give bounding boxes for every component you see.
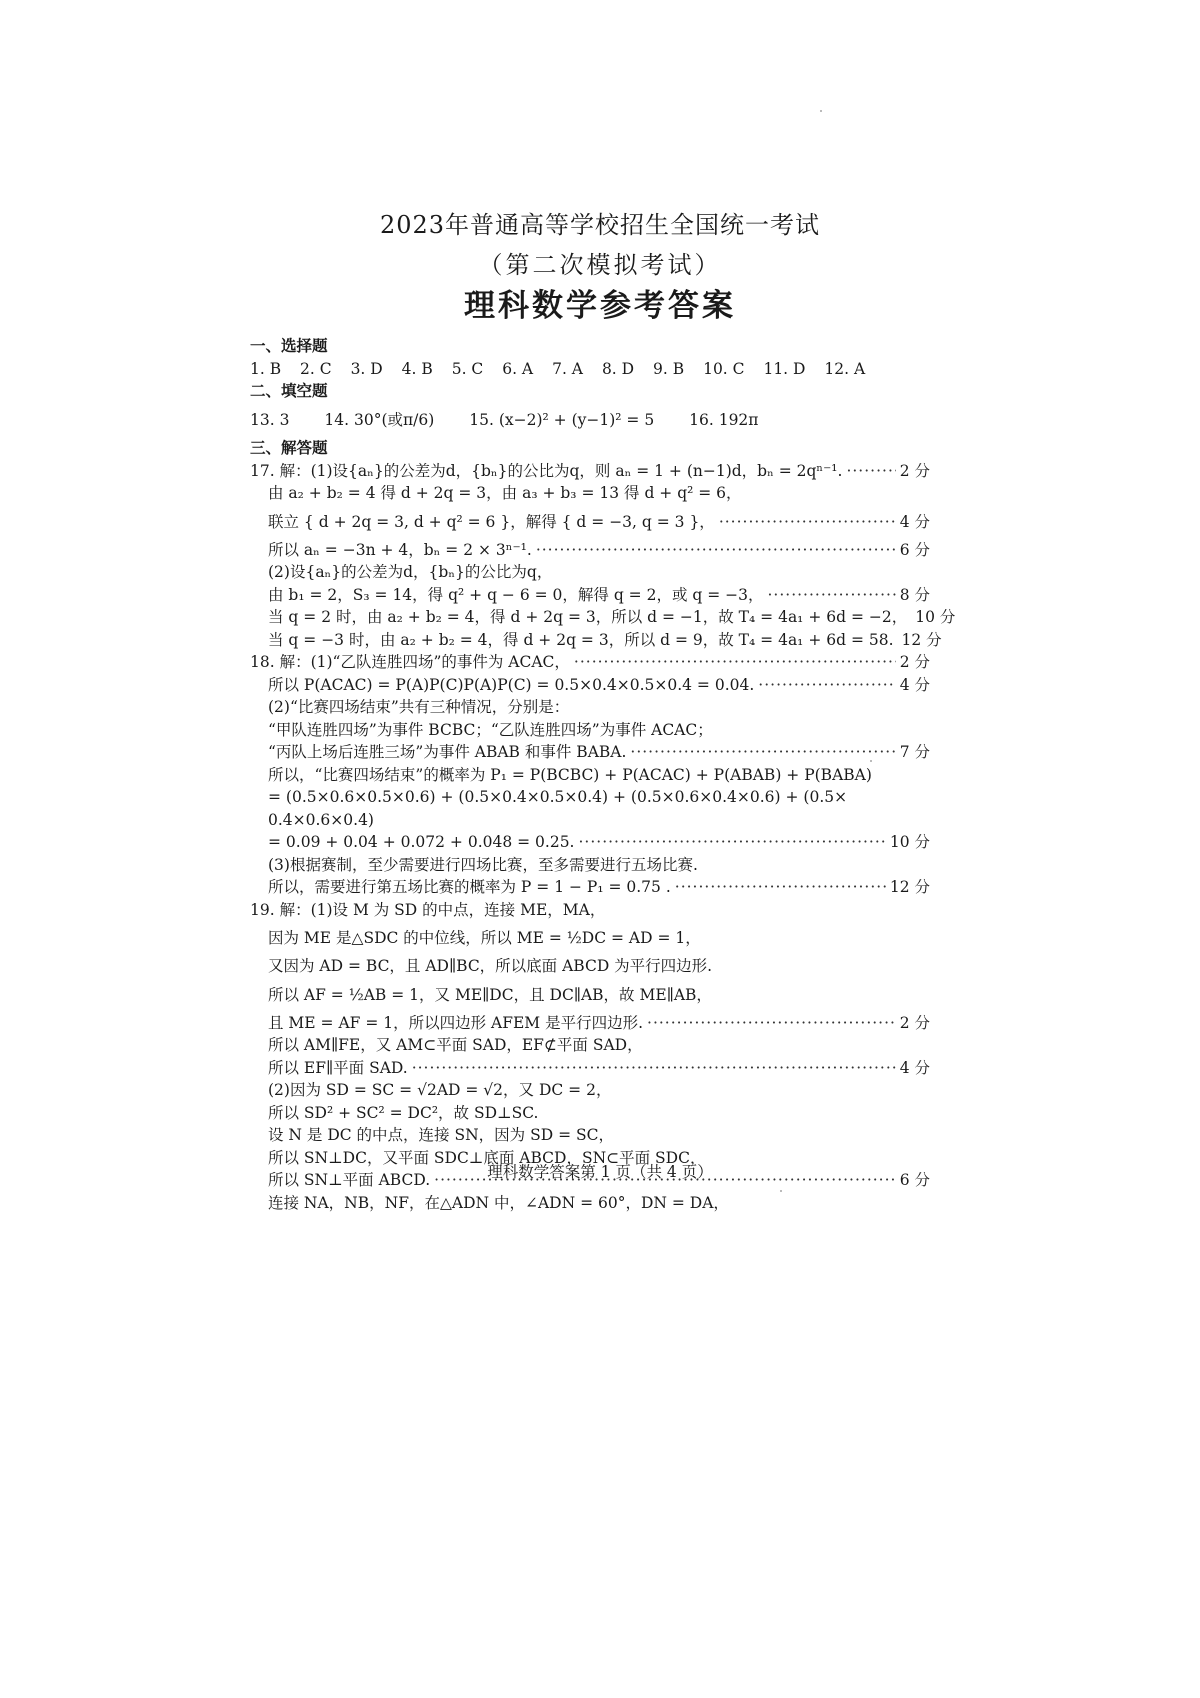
choice-answer: 2. C xyxy=(300,359,332,378)
solution-line xyxy=(250,561,930,584)
section-solve-heading: 三、解答题 xyxy=(250,438,328,457)
question-18 xyxy=(250,651,930,899)
choice-answer: 8. D xyxy=(601,359,635,378)
choice-answer: 1. B xyxy=(250,359,282,378)
score-mark: 10 分 xyxy=(915,608,956,626)
score-mark: 4 分 xyxy=(899,1058,930,1077)
score-mark: 4 分 xyxy=(899,675,930,694)
solution-line xyxy=(250,505,930,539)
exam-title: 2023年普通高等学校招生全国统一考试 xyxy=(379,211,821,239)
solution-text: 所以 SN⊥DC，又平面 SDC⊥底面 ABCD，SN⊂平面 SDC， xyxy=(268,1148,706,1167)
score-mark: 2 分 xyxy=(899,1013,930,1032)
score-mark: 12 分 xyxy=(901,630,942,649)
dot-leader xyxy=(412,1057,896,1080)
dot-leader xyxy=(579,831,886,854)
solution-text: 因为 ME 是△SDC 的中位线，所以 ME = ½DC = AD = 1， xyxy=(268,929,701,947)
fill-answers xyxy=(250,409,930,432)
answer-key-title: 理科数学参考答案 xyxy=(464,288,736,324)
solution-text: 所以 SN⊥平面 ABCD. xyxy=(268,1171,431,1189)
score-mark: 2 分 xyxy=(899,461,930,480)
solution-text: (3)根据赛制，至少需要进行四场比赛，至多需要进行五场比赛. xyxy=(268,855,698,874)
solution-line xyxy=(250,1102,930,1125)
choice-answer: 3. D xyxy=(350,359,383,378)
choice-answer: 10. C xyxy=(703,359,745,378)
fill-answer: 13. 3 xyxy=(250,410,290,429)
answer-content xyxy=(250,335,956,1214)
page-footer: 理科数学答案第 1 页（共 4 页） xyxy=(487,1163,713,1181)
solution-line xyxy=(250,1079,930,1102)
solution-line xyxy=(250,809,930,832)
solution-line xyxy=(250,1012,930,1035)
solution-line xyxy=(250,876,930,899)
solution-text: 0.4×0.6×0.4) xyxy=(268,810,374,829)
solution-text: 由 b₁ = 2，S₃ = 14，得 q² + q − 6 = 0，解得 q = 2，或 q = −3， xyxy=(268,585,764,604)
scan-speck xyxy=(820,110,822,112)
solution-line xyxy=(250,854,930,877)
dot-leader xyxy=(647,1012,896,1035)
solution-text: 联立 { d + 2q = 3, d + q² = 6 }，解得 { d = −3, q = 3 }， xyxy=(268,512,715,531)
choice-answer: 4. B xyxy=(401,359,433,378)
solution-text: = 0.09 + 0.04 + 0.072 + 0.048 = 0.25. xyxy=(268,833,575,851)
solution-text: 17. 解：(1)设{aₙ}的公差为d，{bₙ}的公比为q，则 aₙ = 1 + (n−1)d，bₙ = 2qⁿ⁻¹. xyxy=(250,461,843,480)
solution-line xyxy=(250,719,930,742)
score-mark: 12 分 xyxy=(889,878,930,896)
score-mark: 4 分 xyxy=(899,512,930,531)
solution-text: 当 q = −3 时，由 a₂ + b₂ = 4，得 d + 2q = 3，所以 d = 9，故 T₄ = 4a₁ + 6d = 58. xyxy=(268,630,894,649)
solution-text: 所以，需要进行第五场比赛的概率为 P = 1 − P₁ = 0.75 . xyxy=(268,878,671,896)
solution-text: 所以 AM∥FE，又 AM⊂平面 SAD，EF⊄平面 SAD， xyxy=(268,1036,643,1054)
dot-leader xyxy=(758,674,895,697)
solution-text: “甲队连胜四场”为事件 BCBC；“乙队连胜四场”为事件 ACAC； xyxy=(268,720,713,739)
solution-text: 所以 P(ACAC) = P(A)P(C)P(A)P(C) = 0.5×0.4×0.5×0.4 = 0.04. xyxy=(268,675,755,694)
solution-line xyxy=(250,1192,930,1215)
solution-text: 连接 NA，NB，NF，在△ADN 中，∠ADN = 60°，DN = DA， xyxy=(268,1193,729,1212)
section-fill-heading: 二、填空题 xyxy=(250,381,328,400)
solution-text: 所以，“比赛四场结束”的概率为 P₁ = P(BCBC) + P(ACAC) + P(ABAB) + P(BABA) xyxy=(268,765,872,784)
solution-line xyxy=(250,831,930,854)
fill-answer: 16. 192π xyxy=(689,410,759,429)
solution-line xyxy=(250,651,930,674)
fill-answer: 15. (x−2)² + (y−1)² = 5 xyxy=(469,410,655,429)
dot-leader xyxy=(675,876,886,899)
solution-text: “丙队上场后连胜三场”为事件 ABAB 和事件 BABA. xyxy=(268,743,627,761)
solution-line xyxy=(250,539,930,562)
score-mark: 10 分 xyxy=(889,833,930,851)
solution-line xyxy=(250,899,930,922)
solution-line xyxy=(250,1034,930,1057)
solution-text: 18. 解：(1)“乙队连胜四场”的事件为 ACAC， xyxy=(250,653,570,671)
solution-line xyxy=(250,696,930,719)
score-mark: 6 分 xyxy=(899,1171,930,1189)
solution-line xyxy=(250,629,942,652)
exam-subtitle: （第二次模拟考试） xyxy=(478,251,722,279)
solution-line xyxy=(250,606,956,629)
scan-speck xyxy=(780,1190,782,1192)
choice-answers xyxy=(250,358,930,381)
dot-leader xyxy=(536,539,896,562)
question-17 xyxy=(250,460,956,652)
solution-text: 且 ME = AF = 1，所以四边形 AFEM 是平行四边形. xyxy=(268,1013,644,1032)
choice-answer: 6. A xyxy=(502,359,534,378)
solution-text: 19. 解：(1)设 M 为 SD 的中点，连接 ME，MA， xyxy=(250,900,606,919)
solution-line xyxy=(250,741,930,764)
choice-answer: 5. C xyxy=(451,359,484,378)
solution-text: (2)因为 SD = SC = √2AD = √2，又 DC = 2， xyxy=(268,1081,612,1099)
score-mark: 7 分 xyxy=(899,743,930,761)
fill-answer: 14. 30°(或π/6) xyxy=(324,410,435,429)
dot-leader xyxy=(768,584,896,607)
dot-leader xyxy=(630,741,895,764)
solution-text: 设 N 是 DC 的中点，连接 SN，因为 SD = SC， xyxy=(268,1126,614,1144)
solution-line xyxy=(250,978,930,1012)
solution-text: (2)设{aₙ}的公差为d，{bₙ}的公比为q， xyxy=(268,563,553,581)
choice-answer: 11. D xyxy=(763,359,806,378)
choice-answer: 7. A xyxy=(552,359,583,378)
solution-text: = (0.5×0.6×0.5×0.6) + (0.5×0.4×0.5×0.4) + (0.5×0.6×0.4×0.6) + (0.5× xyxy=(268,788,848,806)
section-choice-heading: 一、选择题 xyxy=(250,336,328,355)
solution-text: 所以 AF = ½AB = 1，又 ME∥DC，且 DC∥AB，故 ME∥AB， xyxy=(268,985,712,1004)
solution-line xyxy=(250,786,930,809)
solution-text: 又因为 AD = BC，且 AD∥BC，所以底面 ABCD 为平行四边形. xyxy=(268,957,713,975)
dot-leader xyxy=(719,505,896,539)
score-mark: 8 分 xyxy=(899,585,930,604)
score-mark: 2 分 xyxy=(899,653,930,671)
dot-leader xyxy=(846,460,895,483)
solution-line xyxy=(250,482,930,505)
dot-leader xyxy=(574,651,896,674)
solution-line xyxy=(250,955,930,978)
solution-line xyxy=(250,584,930,607)
choice-answer: 12. A xyxy=(824,359,866,378)
solution-line xyxy=(250,460,930,483)
solution-line xyxy=(250,764,930,787)
solution-line xyxy=(250,1124,930,1147)
score-mark: 6 分 xyxy=(899,540,930,559)
solution-text: 当 q = 2 时，由 a₂ + b₂ = 4，得 d + 2q = 3，所以 d = −1，故 T₄ = 4a₁ + 6d = −2， xyxy=(268,608,908,626)
solution-line xyxy=(250,674,930,697)
solution-text: 所以 EF∥平面 SAD. xyxy=(268,1058,408,1077)
solution-line xyxy=(250,1057,930,1080)
choice-answer: 9. B xyxy=(653,359,685,378)
scan-speck xyxy=(870,760,872,762)
solution-text: (2)“比赛四场结束”共有三种情况，分别是： xyxy=(268,698,570,716)
solution-text: 所以 SD² + SC² = DC²，故 SD⊥SC. xyxy=(268,1103,539,1122)
solution-text: 所以 aₙ = −3n + 4，bₙ = 2 × 3ⁿ⁻¹. xyxy=(268,540,532,559)
solution-line xyxy=(250,921,930,955)
solution-text: 由 a₂ + b₂ = 4 得 d + 2q = 3，由 a₃ + b₃ = 13 得 d + q² = 6， xyxy=(268,484,742,502)
